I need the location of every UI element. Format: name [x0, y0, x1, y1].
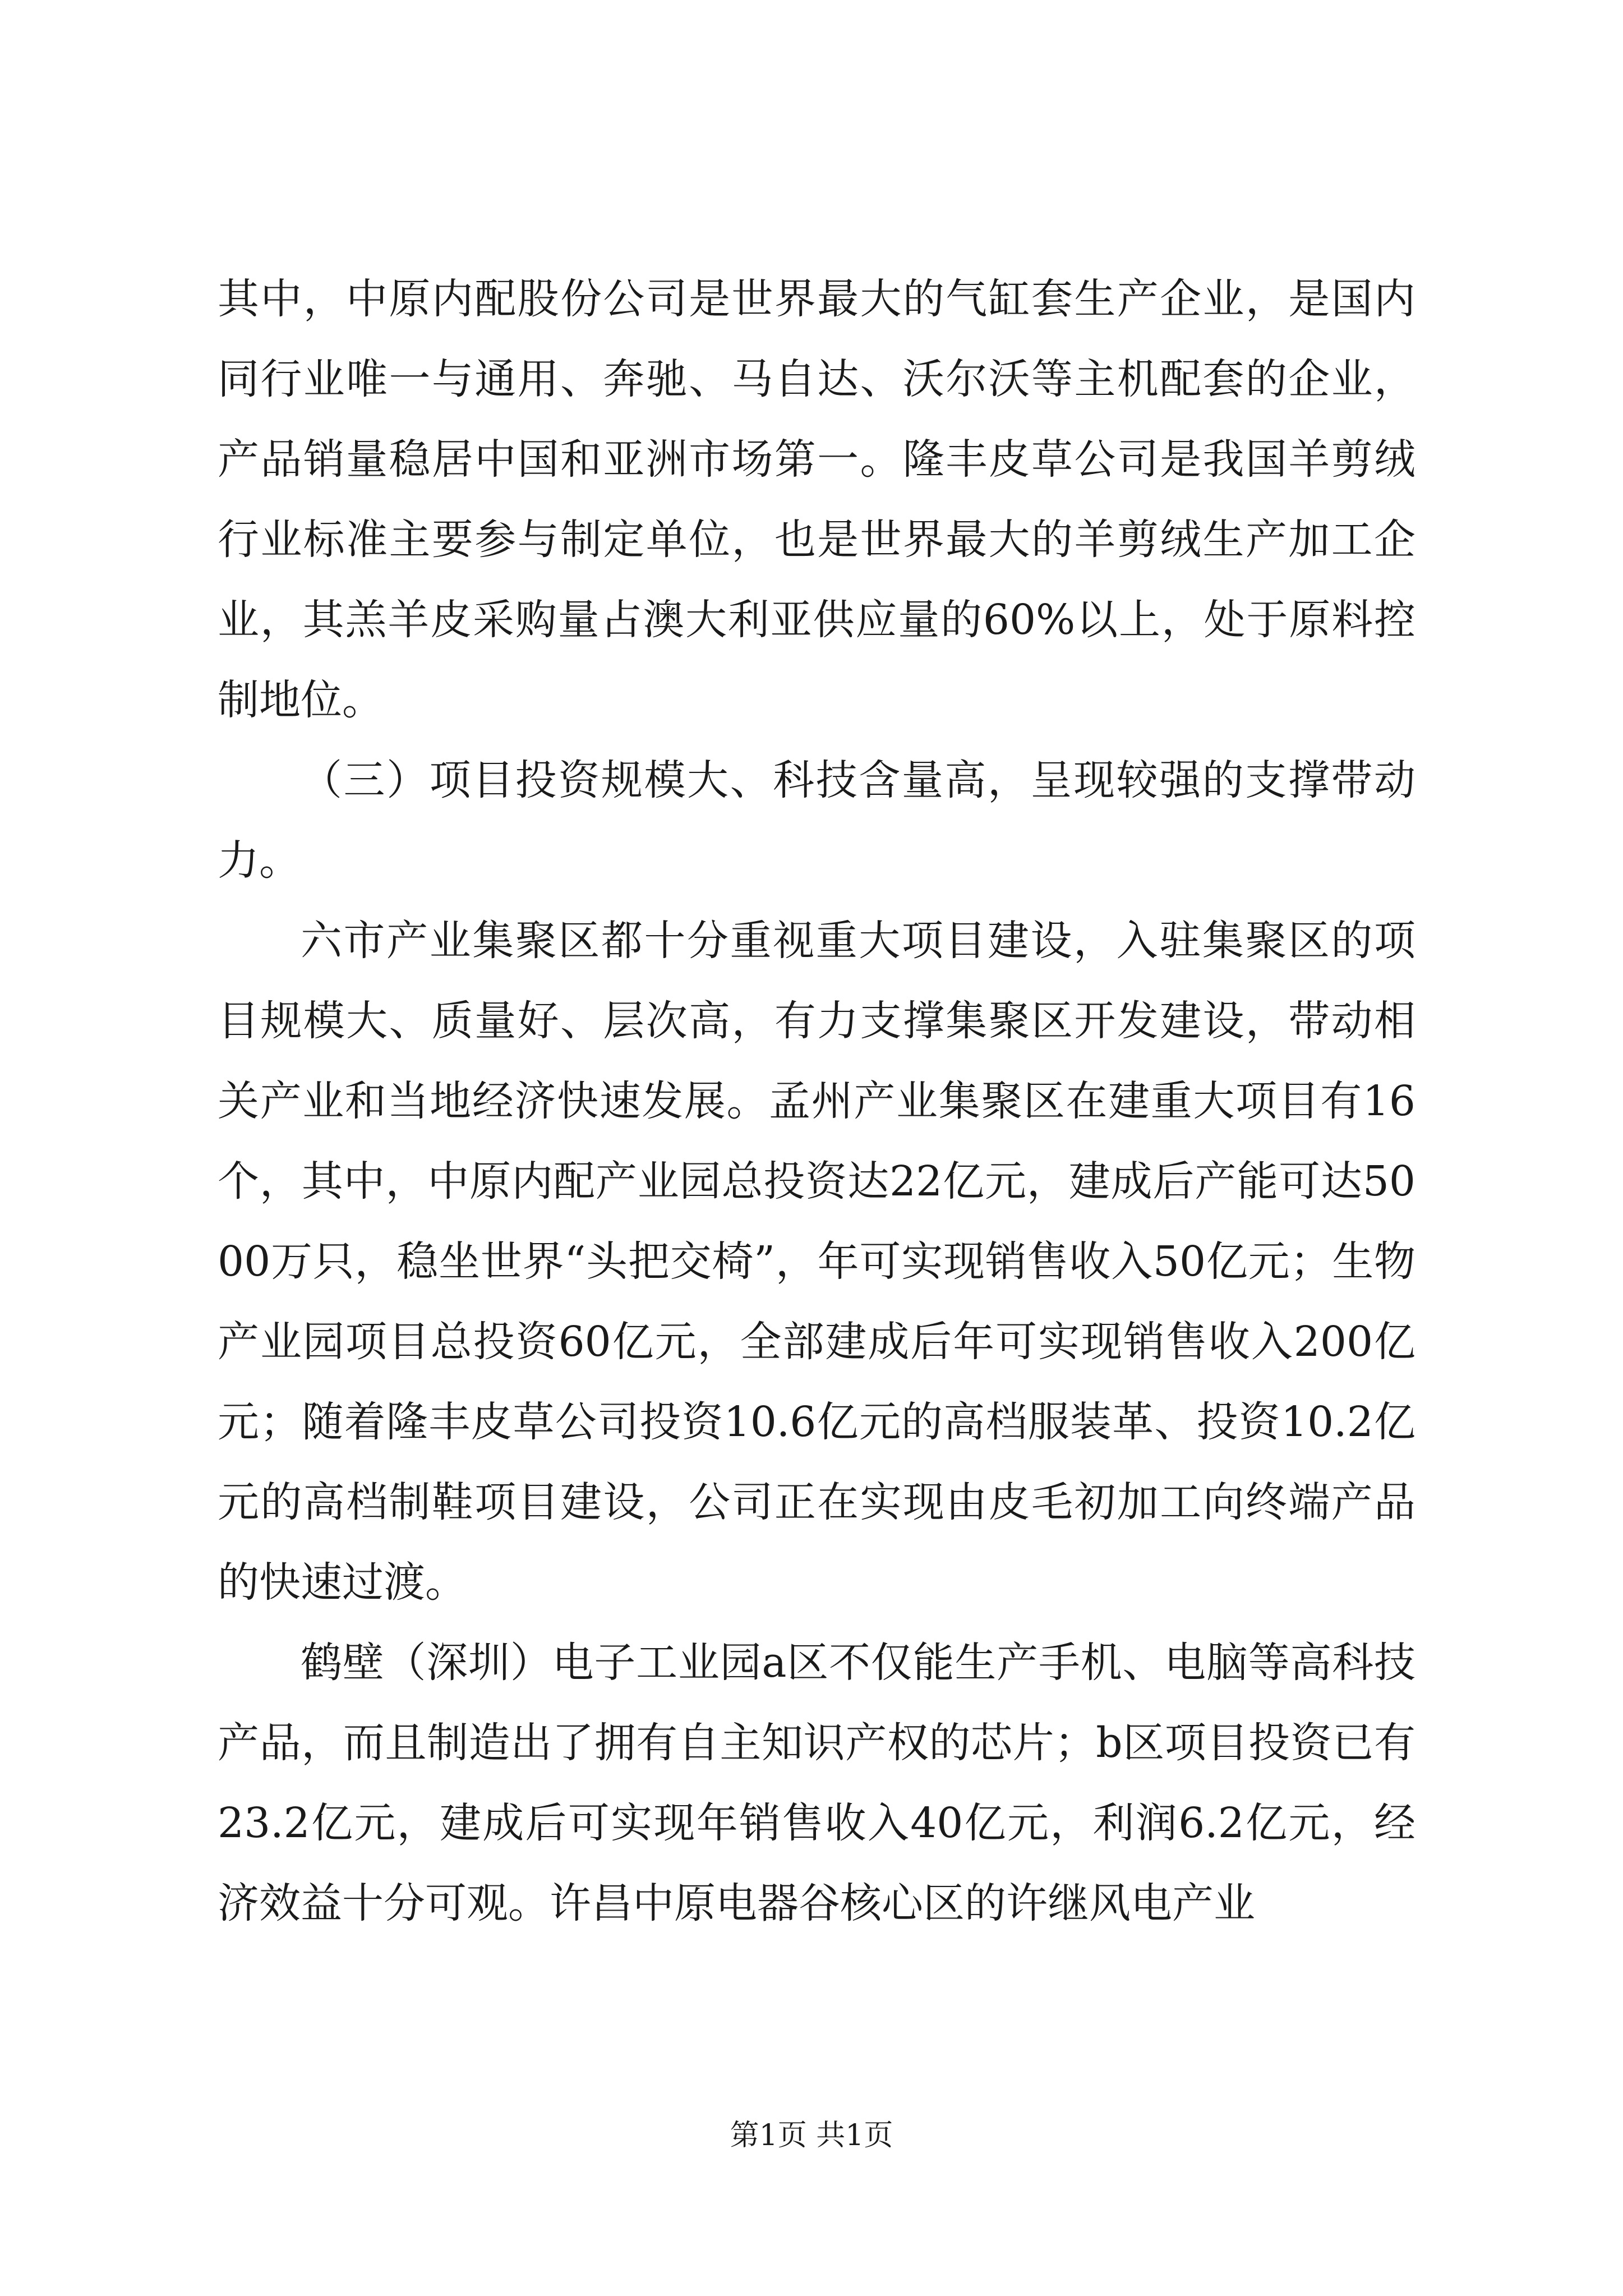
paragraph-1: 其中，中原内配股份公司是世界最大的气缸套生产企业，是国内同行业唯一与通用、奔驰、马自达、沃尔沃等主机配套的企业，产品销量稳居中国和亚洲市场第一。隆丰皮草公司是我国羊剪绒行业标准主要参与制定单位，也是世界最大的羊剪绒生产加工企业，其羔羊皮采购量占澳大利亚供应量的60%以上，处于原料控制地位。: [218, 275, 1415, 724]
section-heading-3: （三）项目投资规模大、科技含量高，呈现较强的支撑带动力。: [218, 756, 1415, 885]
page-footer: 第1页 共1页: [730, 2119, 893, 2152]
document-body: [218, 259, 1415, 1944]
paragraph-2: 六市产业集聚区都十分重视重大项目建设，入驻集聚区的项目规模大、质量好、层次高，有力支撑集聚区开发建设，带动相关产业和当地经济快速发展。孟州产业集聚区在建重大项目有16个，其中，中原内配产业园总投资达22亿元，建成后产能可达5000万只，稳坐世界“头把交椅”，年可实现销售收入50亿元；生物产业园项目总投资60亿元，全部建成后年可实现销售收入200亿元；随着隆丰皮草公司投资10.6亿元的高档服装革、投资10.2亿元的高档制鞋项目建设，公司正在实现由皮毛初加工向终端产品的快速过渡。: [218, 917, 1415, 1607]
paragraph-3: 鹤壁（深圳）电子工业园a区不仅能生产手机、电脑等高科技产品，而且制造出了拥有自主知识产权的芯片；b区项目投资已有23.2亿元，建成后可实现年销售收入40亿元，利润6.2亿元，经济效益十分可观。许昌中原电器谷核心区的许继风电产业: [218, 1639, 1416, 1927]
